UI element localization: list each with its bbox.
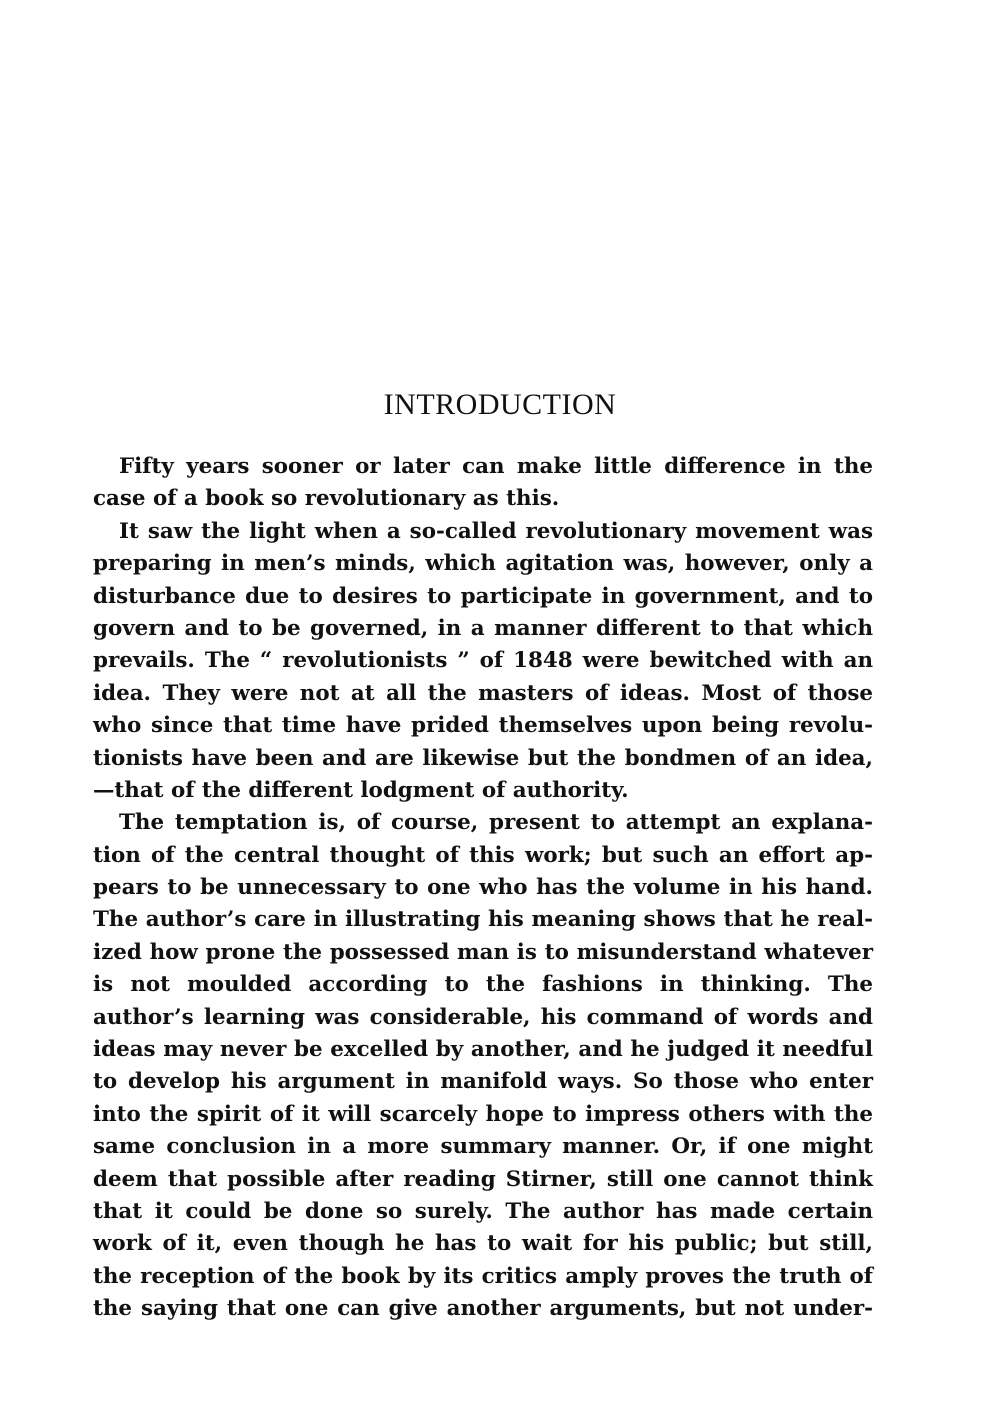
text-line: idea. They were not at all the masters of ideas. Most of those	[93, 680, 873, 706]
text-line: tionists have been and are likewise but the bondmen of an idea,	[93, 745, 873, 771]
text-line: The author’s care in illustrating his meaning shows that he real-	[93, 907, 873, 933]
text-line: that it could be done so surely. The author has made certain	[93, 1198, 873, 1224]
text-line: author’s learning was considerable, his command of words and	[93, 1004, 873, 1030]
text-line: preparing in men’s minds, which agitation was, however, only a	[93, 551, 873, 577]
text-line: pears to be unnecessary to one who has the volume in his hand.	[93, 875, 873, 901]
text-line: the reception of the book by its critics amply proves the truth of	[93, 1263, 873, 1289]
text-line: work of it, even though he has to wait for his public; but still,	[93, 1231, 873, 1257]
chapter-heading: INTRODUCTION	[383, 388, 617, 421]
text-line: tion of the central thought of this work; but such an effort ap-	[93, 842, 873, 868]
text-line: deem that possible after reading Stirner, still one cannot think	[93, 1166, 873, 1192]
text-line: is not moulded according to the fashions in thinking. The	[93, 972, 873, 998]
text-line: into the spirit of it will scarcely hope to impress others with the	[93, 1101, 873, 1127]
text-line: who since that time have prided themselves upon being revolu-	[93, 713, 873, 739]
text-line: govern and to be governed, in a manner different to that which	[93, 615, 873, 641]
text-line: same conclusion in a more summary manner. Or, if one might	[93, 1134, 873, 1160]
text-line: case of a book so revolutionary as this.	[93, 486, 560, 512]
text-line: ideas may never be excelled by another, and he judged it needful	[93, 1037, 873, 1063]
text-line: ized how prone the possessed man is to misunderstand whatever	[93, 939, 873, 965]
text-line: It saw the light when a so-called revolutionary movement was	[119, 518, 873, 544]
text-line: the saying that one can give another arguments, but not under-	[93, 1296, 873, 1322]
text-line: disturbance due to desires to participate in government, and to	[93, 583, 873, 609]
text-line: to develop his argument in manifold ways. So those who enter	[93, 1069, 873, 1095]
text-line: —that of the different lodgment of authority.	[93, 777, 629, 803]
text-line: Fifty years sooner or later can make little difference in the	[119, 454, 873, 479]
text-line: prevails. The “ revolutionists ” of 1848 were bewitched with an	[93, 648, 873, 674]
body-text	[93, 451, 873, 1326]
text-line: The temptation is, of course, present to attempt an explana-	[119, 810, 873, 836]
